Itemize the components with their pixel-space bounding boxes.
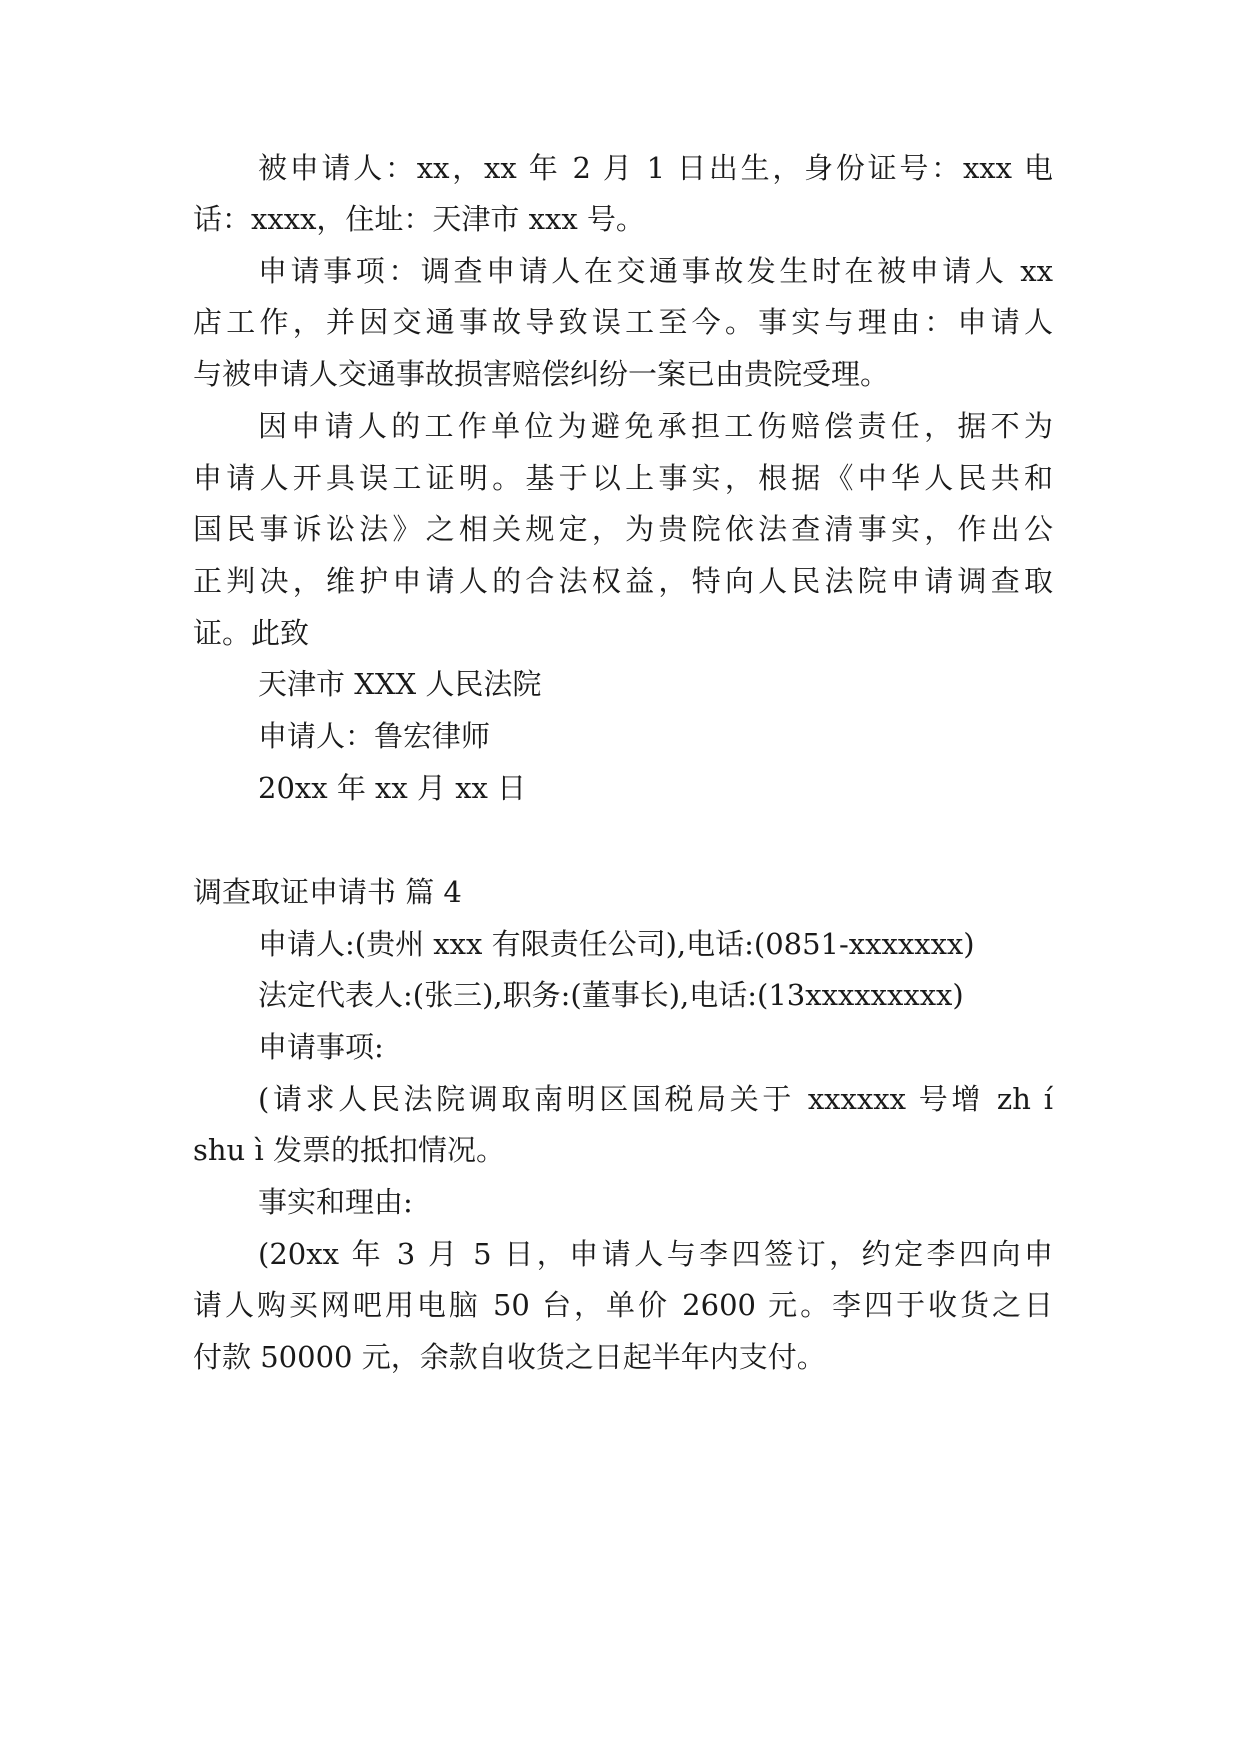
respondent-line-1: 被申请人：xx，xx 年 2 月 1 日出生，身份证号：xxx 电	[258, 151, 1053, 185]
facts-line-1: (20xx 年 3 月 5 日，申请人与李四签订，约定李四向申	[258, 1237, 1053, 1271]
request-items-2-line-2: shu ì 发票的抵扣情况。	[193, 1133, 505, 1167]
request-items-line-1: 申请事项：调查申请人在交通事故发生时在被申请人 xx	[258, 254, 1053, 288]
request-items-2-line-1: (请求人民法院调取南明区国税局关于 xxxxxx 号增 zh í	[258, 1082, 1053, 1116]
request-items-line-3: 与被申请人交通事故损害赔偿纠纷一案已由贵院受理。	[193, 357, 890, 391]
legal-representative-info: 法定代表人:(张三),职务:(董事长),电话:(13xxxxxxxxx)	[258, 978, 964, 1012]
reason-line-3: 国民事诉讼法》之相关规定，为贵院依法查清事实，作出公	[193, 512, 1053, 546]
facts-line-3: 付款 50000 元，余款自收货之日起半年内支付。	[193, 1340, 826, 1374]
section-title: 调查取证申请书 篇 4	[193, 875, 462, 909]
request-items-line-2: 店工作，并因交通事故导致误工至今。事实与理由：申请人	[193, 305, 1053, 339]
reason-line-5: 证。此致	[193, 616, 310, 650]
reason-line-2: 申请人开具误工证明。基于以上事实，根据《中华人民共和	[193, 461, 1053, 495]
document-date: 20xx 年 xx 月 xx 日	[258, 771, 527, 805]
applicant-info: 申请人:(贵州 xxx 有限责任公司),电话:(0851-xxxxxxx)	[258, 927, 975, 961]
respondent-line-2: 话：xxxx，住址：天津市 xxx 号。	[193, 202, 645, 236]
facts-label: 事实和理由:	[258, 1185, 413, 1219]
reason-line-1: 因申请人的工作单位为避免承担工伤赔偿责任，据不为	[258, 409, 1053, 443]
request-items-label: 申请事项:	[258, 1030, 384, 1064]
court-name: 天津市 XXX 人民法院	[258, 667, 542, 701]
applicant-signature: 申请人：鲁宏律师	[258, 719, 491, 753]
reason-line-4: 正判决，维护申请人的合法权益，特向人民法院申请调查取	[193, 564, 1053, 598]
facts-line-2: 请人购买网吧用电脑 50 台，单价 2600 元。李四于收货之日	[193, 1288, 1053, 1322]
